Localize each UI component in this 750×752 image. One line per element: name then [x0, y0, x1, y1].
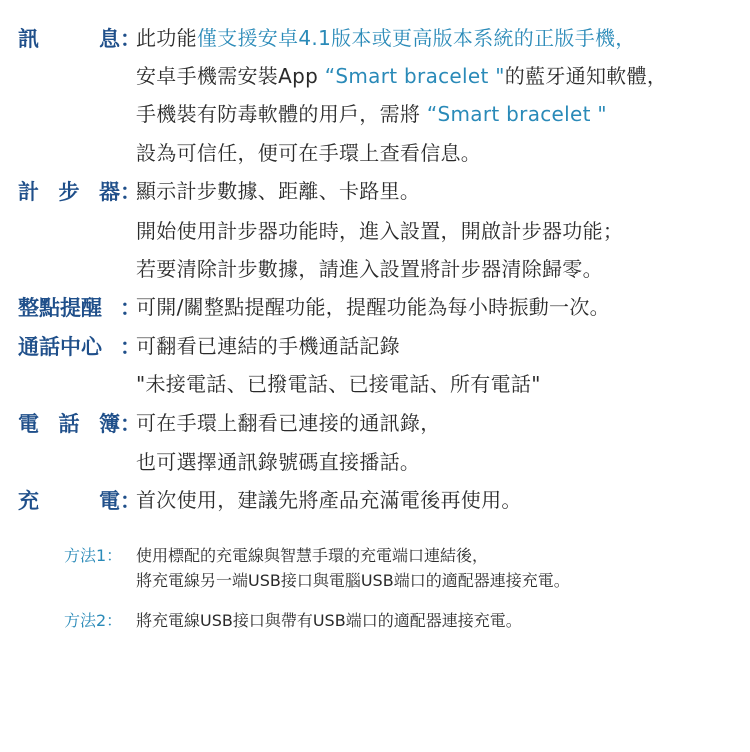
pedometer-label	[18, 172, 141, 210]
pedometer-line-1: 顯示計步數據、距離、卡路里。	[136, 179, 421, 203]
notify-row-3	[0, 95, 750, 133]
hourly-row	[0, 288, 750, 326]
label-char: 電	[99, 489, 120, 513]
method-1-line-2: 將充電線另一端USB接口與電腦USB端口的適配器連接充電。	[136, 571, 570, 590]
pedometer-row-3	[0, 250, 750, 288]
calls-line-2: "未接電話、已撥電話、已接電話、所有電話"	[136, 372, 541, 396]
notify-row-4	[0, 134, 750, 172]
charge-row	[0, 481, 750, 519]
hourly-label	[18, 288, 141, 326]
label-colon: ：	[120, 412, 141, 436]
phonebook-line-2: 也可選擇通訊錄號碼直接播話。	[136, 450, 421, 474]
phonebook-row	[0, 404, 750, 442]
phonebook-label	[18, 404, 141, 442]
calls-row-2	[0, 365, 750, 403]
pedometer-line-3: 若要清除計步數據，請進入設置將計步器清除歸零。	[136, 257, 603, 281]
pedometer-line-2: 開始使用計步器功能時，進入設置，開啟計步器功能；	[136, 219, 624, 243]
label-char: 話	[58, 412, 80, 436]
calls-row	[0, 327, 750, 365]
label-text: 通話中心	[18, 335, 102, 359]
label-char: 器	[99, 180, 120, 204]
notify-line-1	[136, 19, 636, 57]
method-2-label: 方法2：	[64, 611, 123, 630]
notify-row-2	[0, 57, 750, 95]
notify-line-2	[136, 57, 667, 95]
text-segment: 手機裝有防毒軟體的用戶，需將	[136, 102, 427, 126]
notify-label	[18, 19, 141, 57]
text-segment: 的藍牙通知軟體，	[504, 64, 668, 88]
method-1-label: 方法1：	[64, 546, 123, 565]
label-char: 步	[58, 180, 80, 204]
app-name-highlight: “Smart bracelet "	[324, 64, 505, 88]
charge-line-1: 首次使用，建議先將產品充滿電後再使用。	[136, 488, 522, 512]
notify-line-3	[136, 95, 607, 133]
label-char: 計	[18, 180, 39, 204]
label-char: 訊	[18, 27, 39, 51]
label-colon: ：	[120, 489, 141, 513]
highlight-text: 僅支援安卓4.1版本或更高版本系統的正版手機，	[196, 26, 636, 50]
calls-label	[18, 327, 141, 365]
label-colon: ：	[120, 27, 141, 51]
notify-row	[0, 19, 750, 57]
phonebook-row-2	[0, 443, 750, 481]
pedometer-row	[0, 172, 750, 210]
label-colon: ：	[120, 180, 141, 204]
label-text: 整點提醒	[18, 296, 102, 320]
text-segment: 安卓手機需安裝App	[136, 64, 325, 88]
app-name-highlight: “Smart bracelet "	[426, 102, 607, 126]
calls-line-1: 可翻看已連結的手機通話記錄	[136, 334, 400, 358]
phonebook-line-1: 可在手環上翻看已連接的通訊錄，	[136, 411, 441, 435]
method-2-line-1: 將充電線USB接口與帶有USB端口的適配器連接充電。	[136, 611, 522, 630]
method-1-line-1: 使用標配的充電線與智慧手環的充電端口連結後，	[136, 546, 489, 565]
label-char: 息	[99, 27, 120, 51]
charge-label	[18, 481, 141, 519]
text-segment: 此功能	[136, 26, 197, 50]
label-char: 電	[18, 412, 39, 436]
notify-line-4: 設為可信任，便可在手環上查看信息。	[136, 141, 482, 165]
hourly-line-1: 可開/關整點提醒功能，提醒功能為每小時振動一次。	[136, 295, 610, 319]
label-colon: ：	[120, 335, 141, 359]
label-char: 簿	[99, 412, 120, 436]
pedometer-row-2	[0, 212, 750, 250]
label-char: 充	[18, 489, 39, 513]
label-colon: ：	[120, 296, 141, 320]
